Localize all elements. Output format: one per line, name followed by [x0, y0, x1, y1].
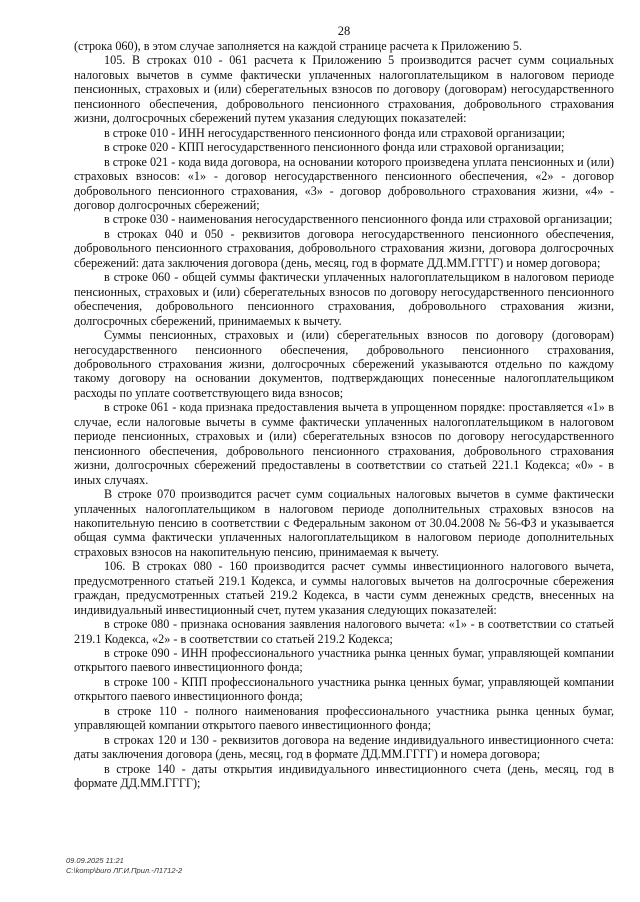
footer-date: 09.09.2025 11:21 — [66, 856, 124, 865]
footer-stamp — [66, 856, 182, 875]
footer-path: C:\komp\buro ЛГ.И.Прил.-Л1712-2 — [66, 865, 183, 875]
paragraph: 106. В строках 080 - 160 производится расчет суммы инвестиционного налогового вычета, предусмотренного статьей 219.1 Кодекса, и суммы налоговых вычетов на долгосрочные сбережения граждан, предусмотренных статьей 219.2 Кодекса, в части сумм денежных средств, внесенных на индивидуальный инвестиционный счет, путем указания следующих показателей: — [74, 559, 614, 617]
paragraph: в строке 140 - даты открытия индивидуального инвестиционного счета (день, месяц, год в формате ДД.ММ.ГГГГ); — [74, 761, 614, 791]
paragraph: 105. В строках 010 - 061 расчета к Приложению 5 производится расчет сумм социальных налоговых вычетов в сумме фактически уплаченных налогоплательщиком в налоговом периоде пенсионных, страховых и (или) сберегательных взносов по договору (договорам) негосударственного пенсионного обеспечения, добровольного пенсионного страхования, добровольного страхования жизни, долгосрочных сбережений путем указания следующих показателей: — [74, 53, 614, 126]
paragraph: в строке 090 - ИНН профессионального участника рынка ценных бумаг, управляющей компании открытого паевого инвестиционного фонда; — [74, 646, 614, 675]
page-number: 28 — [337, 24, 351, 38]
paragraph: в строке 010 - ИНН негосударственного пенсионного фонда или страховой организации; — [104, 125, 565, 140]
paragraph: в строках 040 и 050 - реквизитов договора негосударственного пенсионного обеспечения, добровольного пенсионного страхования, добровольного страхования жизни, договора долгосрочных сбережений: дата заключения договора (день, месяц, год в формате ДД.ММ.ГГГГ) и номер договора; — [74, 226, 614, 270]
paragraph: Суммы пенсионных, страховых и (или) сберегательных взносов по договору (договорам) негосударственного пенсионного обеспечения, добровольного пенсионного страхования, добровольного страхования жизни, долгосрочных сбережений указываются отдельно по каждому такому договору на основании документов, подтверждающих понесенные налогоплательщиком расходы по уплате соответствующего вида взносов; — [74, 328, 614, 400]
paragraph: в строках 120 и 130 - реквизитов договора на ведение индивидуального инвестиционного счета: даты заключения договора (день, месяц, год в формате ДД.ММ.ГГГГ) и номера договора; — [74, 732, 614, 762]
paragraph: в строке 061 - кода признака предоставления вычета в упрощенном порядке: проставляется «1» в случае, если налоговые вычеты в сумме фактически уплаченных налогоплательщиком в налоговом периоде пенсионных, страховых и (или) сберегательных взносов по договору негосударственного пенсионного обеспечения, добровольного пенсионного страхования, добровольного страхования жизни, долгосрочных сбережений предоставлены в соответствии со статьей 221.1 Кодекса; «0» - в иных случаях. — [74, 400, 614, 487]
document-page — [74, 0, 614, 902]
document-body — [74, 39, 614, 791]
paragraph: в строке 060 - общей суммы фактически уплаченных налогоплательщиком в налоговом периоде пенсионных, страховых и (или) сберегательных взносов по договору негосударственного пенсионного обеспечения, добровольного пенсионного страхования, добровольного страхования жизни, долгосрочных сбережений, принимаемых к вычету. — [74, 270, 614, 328]
paragraph: в строке 030 - наименования негосударственного пенсионного фонда или страховой организации; — [104, 212, 613, 227]
paragraph: в строке 020 - КПП негосударственного пенсионного фонда или страховой организации; — [104, 140, 565, 155]
paragraph: в строке 110 - полного наименования профессионального участника рынка ценных бумаг, управляющей компании открытого паевого инвестиционного фонда; — [74, 703, 614, 733]
paragraph: (строка 060), в этом случае заполняется на каждой странице расчета к Приложению 5. — [74, 39, 523, 53]
paragraph: В строке 070 производится расчет сумм социальных налоговых вычетов в сумме фактически уплаченных налогоплательщиком в налоговом периоде дополнительных страховых взносов на накопительную пенсию в соответствии с Федеральным законом от 30.04.2008 № 56-ФЗ и указывается общая сумма фактически уплаченных налогоплательщиком в налоговом периоде дополнительных страховых взносов на накопительную пенсию, принимаемая к вычету. — [74, 487, 614, 559]
paragraph: в строке 100 - КПП профессионального участника рынка ценных бумаг, управляющей компании открытого паевого инвестиционного фонда; — [74, 674, 614, 704]
paragraph: в строке 021 - кода вида договора, на основании которого произведена уплата пенсионных и (или) страховых взносов: «1» - договор негосударственного пенсионного обеспечения, «2» - договор добровольного пенсионного страхования, «3» - договор добровольного страхования жизни, «4» - договор долгосрочных сбережений; — [74, 154, 614, 212]
paragraph: в строке 080 - признака основания заявления налогового вычета: «1» - в соответствии со статьей 219.1 Кодекса, «2» - в соответствии со статьей 219.2 Кодекса; — [74, 617, 614, 646]
